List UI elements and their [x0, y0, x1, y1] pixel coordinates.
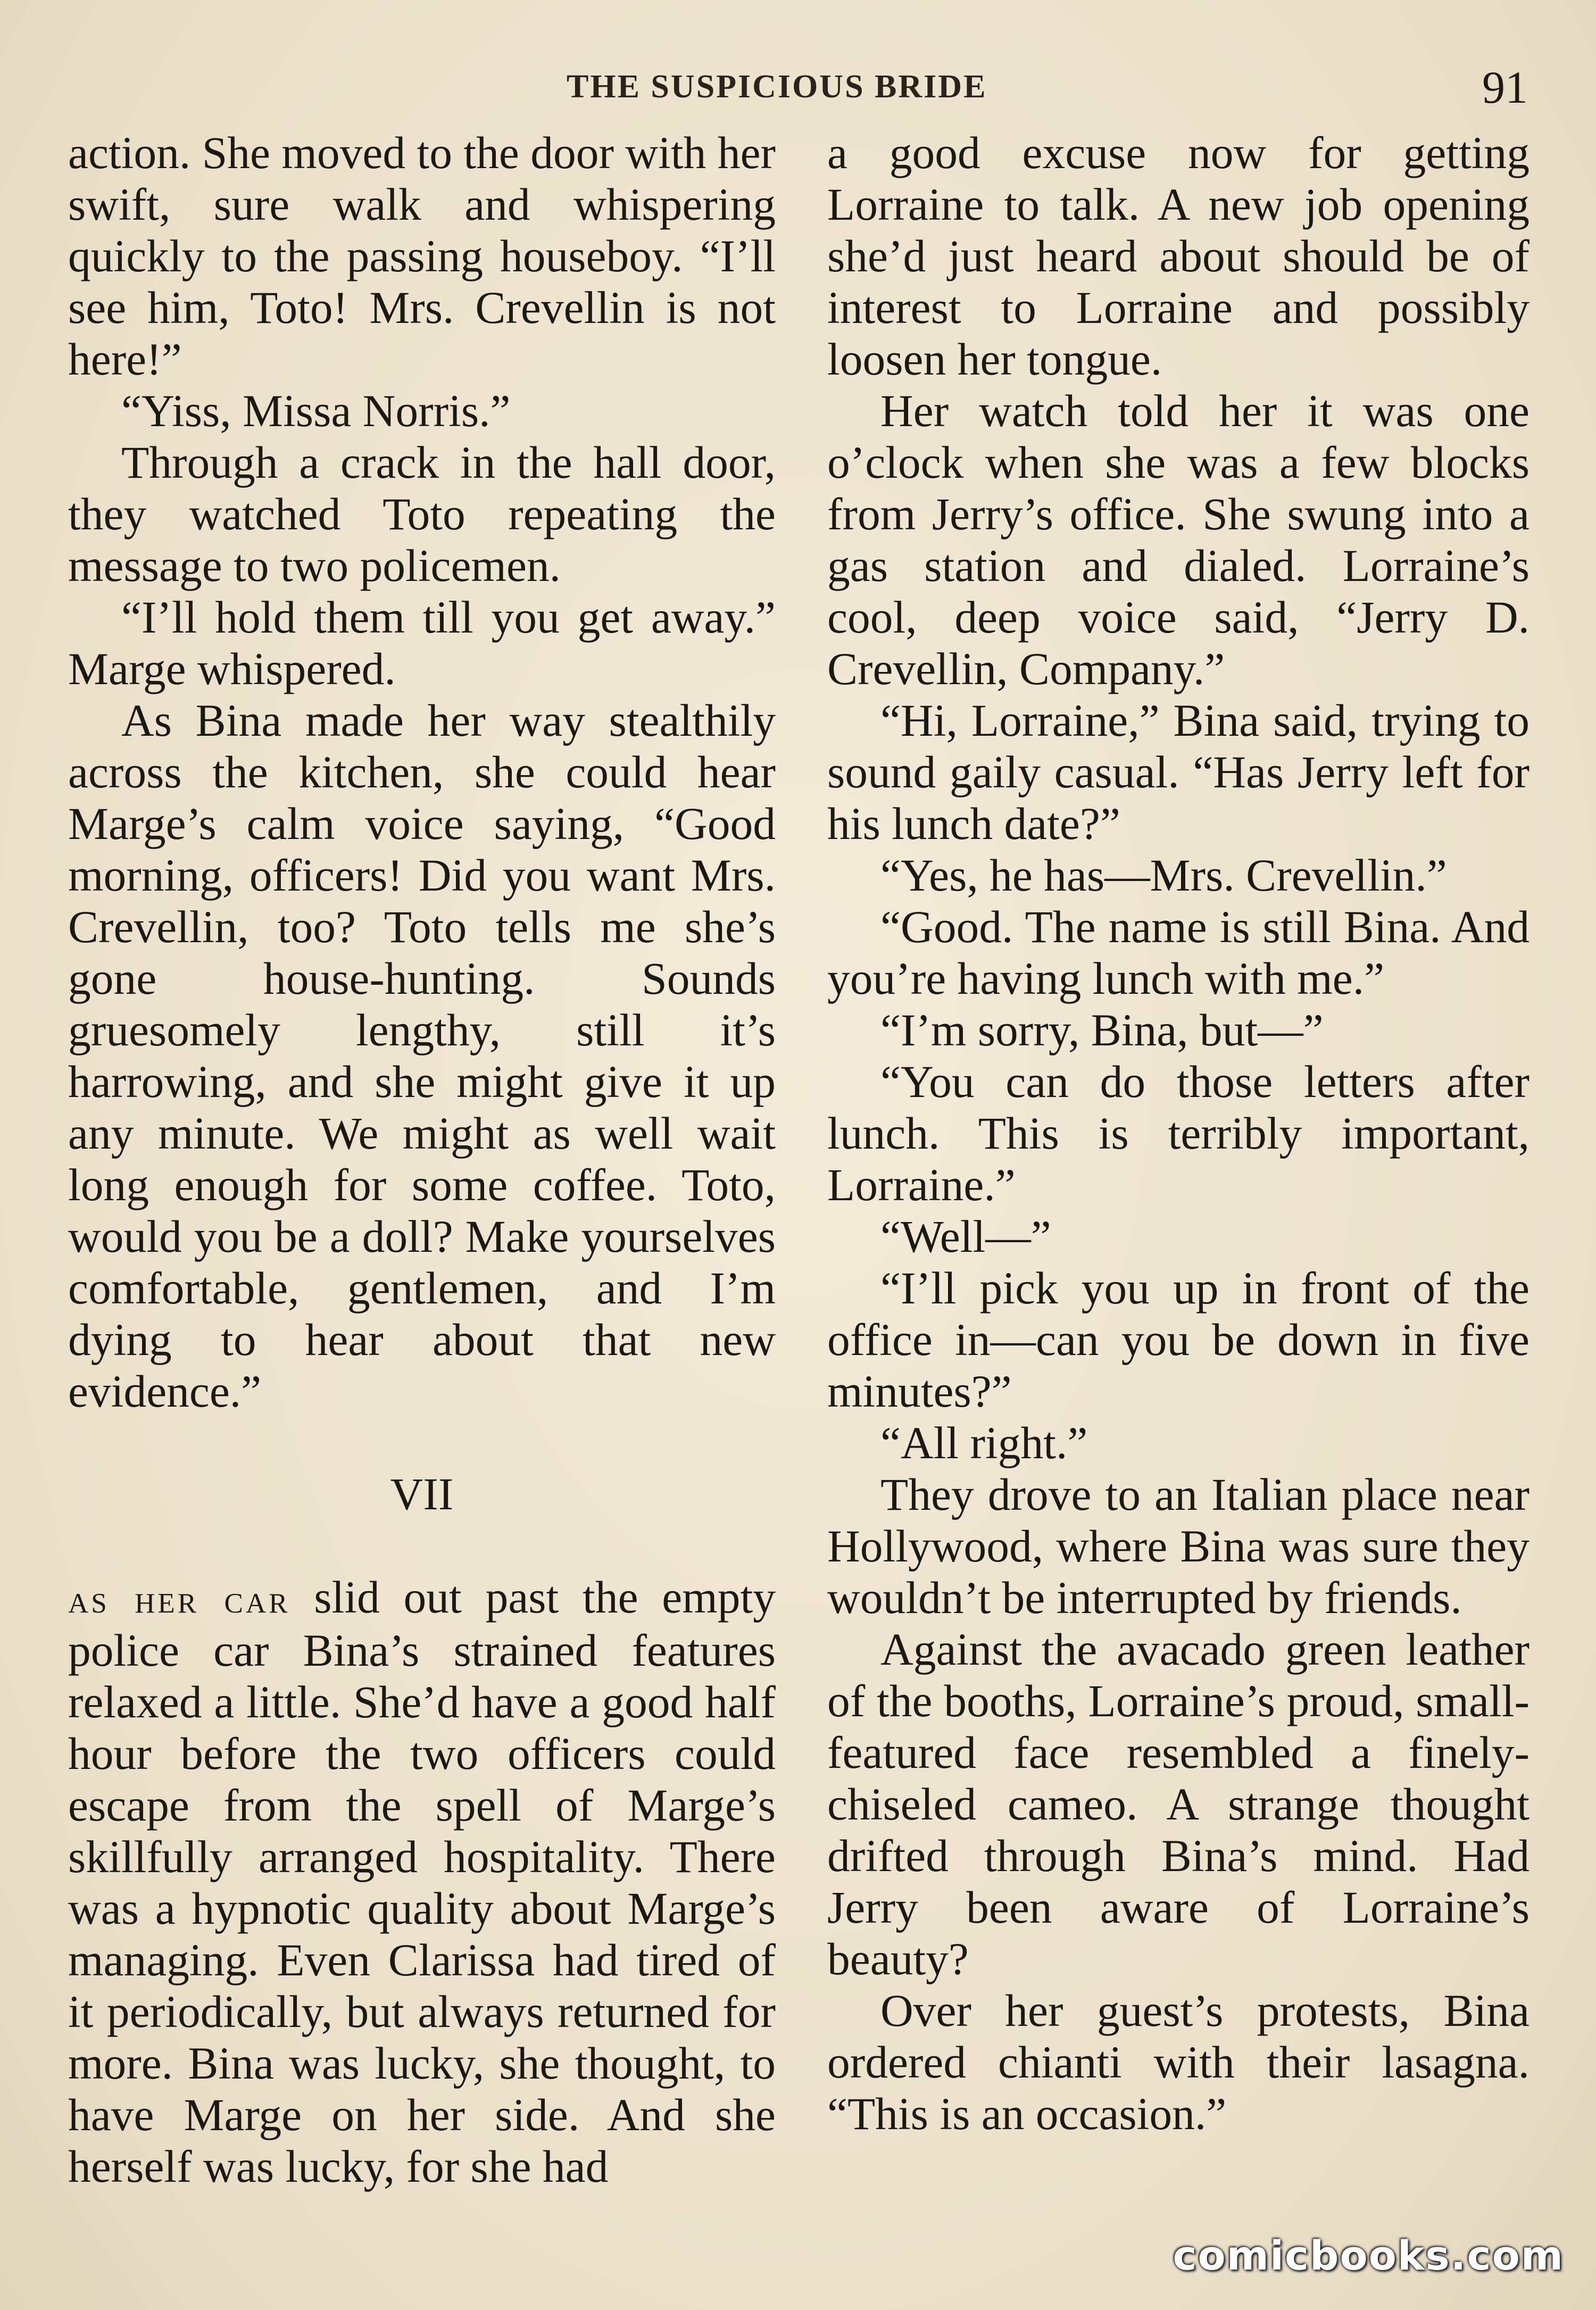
page-number: 91 [1482, 62, 1528, 113]
paragraph: action. She moved to the door with her swift, sure walk and whispering quickly to the passing houseboy. “I’ll see him, Toto! Mrs. Crevellin is not here!” [68, 128, 776, 385]
paragraph: “I’ll pick you up in front of the office in—can you be down in five minutes?” [827, 1264, 1530, 1417]
chapter-opening-smallcaps: as her car [68, 1577, 290, 1622]
page-header [0, 57, 1596, 116]
left-column [68, 128, 776, 2193]
paragraph: “I’m sorry, Bina, but—” [880, 1006, 1324, 1056]
paragraph: They drove to an Italian place near Hollywood, where Bina was sure they wouldn’t be interrupted by friends. [827, 1470, 1530, 1623]
chapter-opening-text: slid out past the empty police car Bina’s strained features relaxed a little. She’d have a good half hour before the two officers could escape from the spell of Marge’s skillfully arranged hospitality. There was a hypnotic quality about Marge’s managing. Even Clarissa had tired of it periodically, but always returned for more. Bina was lucky, she thought, to have Marge on her side. And she herself was lucky, for she had [68, 1573, 776, 2192]
running-title: THE SUSPICIOUS BRIDE [567, 69, 987, 105]
watermark: comicbooks.com [1173, 2232, 1564, 2279]
paragraph: “Well—” [880, 1212, 1051, 1262]
paragraph: “I’ll hold them till you get away.” Marge whispered. [68, 593, 776, 694]
right-column [827, 128, 1530, 2140]
paragraph: Through a crack in the hall door, they watched Toto repeating the message to two policemen. [68, 438, 776, 591]
chapter-heading: VII [390, 1469, 454, 1519]
paragraph: Her watch told her it was one o’clock when she was a few blocks from Jerry’s office. She swung into a gas station and dialed. Lorraine’s cool, deep voice said, “Jerry D. Crevellin, Company.” [827, 386, 1530, 694]
paragraph: a good excuse now for getting Lorraine to talk. A new job opening she’d just heard about should be of interest to Lorraine and possibly loosen her tongue. [827, 128, 1530, 385]
paragraph: “Yes, he has—Mrs. Crevellin.” [880, 851, 1447, 901]
paragraph: “All right.” [880, 1418, 1088, 1468]
paragraph: As Bina made her way stealthily across the kitchen, she could hear Marge’s calm voice saying, “Good morning, officers! Did you want Mrs. Crevellin, too? Toto tells me she’s gone house-hunting. Sounds gruesomely lengthy, still it’s harrowing, and she might give it up any minute. We might as well wait long enough for some coffee. Toto, would you be a doll? Make yourselves comfortable, gentlemen, and I’m dying to hear about that new evidence.” [68, 696, 776, 1417]
paragraph: Against the avacado green leather of the booths, Lorraine’s proud, small-featured face resembled a finely-chiseled cameo. A strange thought drifted through Bina’s mind. Had Jerry been aware of Lorraine’s beauty? [827, 1625, 1530, 1984]
paragraph: “Hi, Lorraine,” Bina said, trying to sound gaily casual. “Has Jerry left for his lunch date?” [827, 696, 1530, 849]
paragraph: “You can do those letters after lunch. This is terribly important, Lorraine.” [827, 1057, 1530, 1210]
paragraph: “Yiss, Missa Norris.” [121, 386, 511, 436]
paragraph: Over her guest’s protests, Bina ordered chianti with their lasagna. “This is an occasion.” [827, 1986, 1530, 2139]
paragraph: “Good. The name is still Bina. And you’re having lunch with me.” [827, 902, 1530, 1004]
chapter-opening-paragraph [68, 1572, 776, 2193]
